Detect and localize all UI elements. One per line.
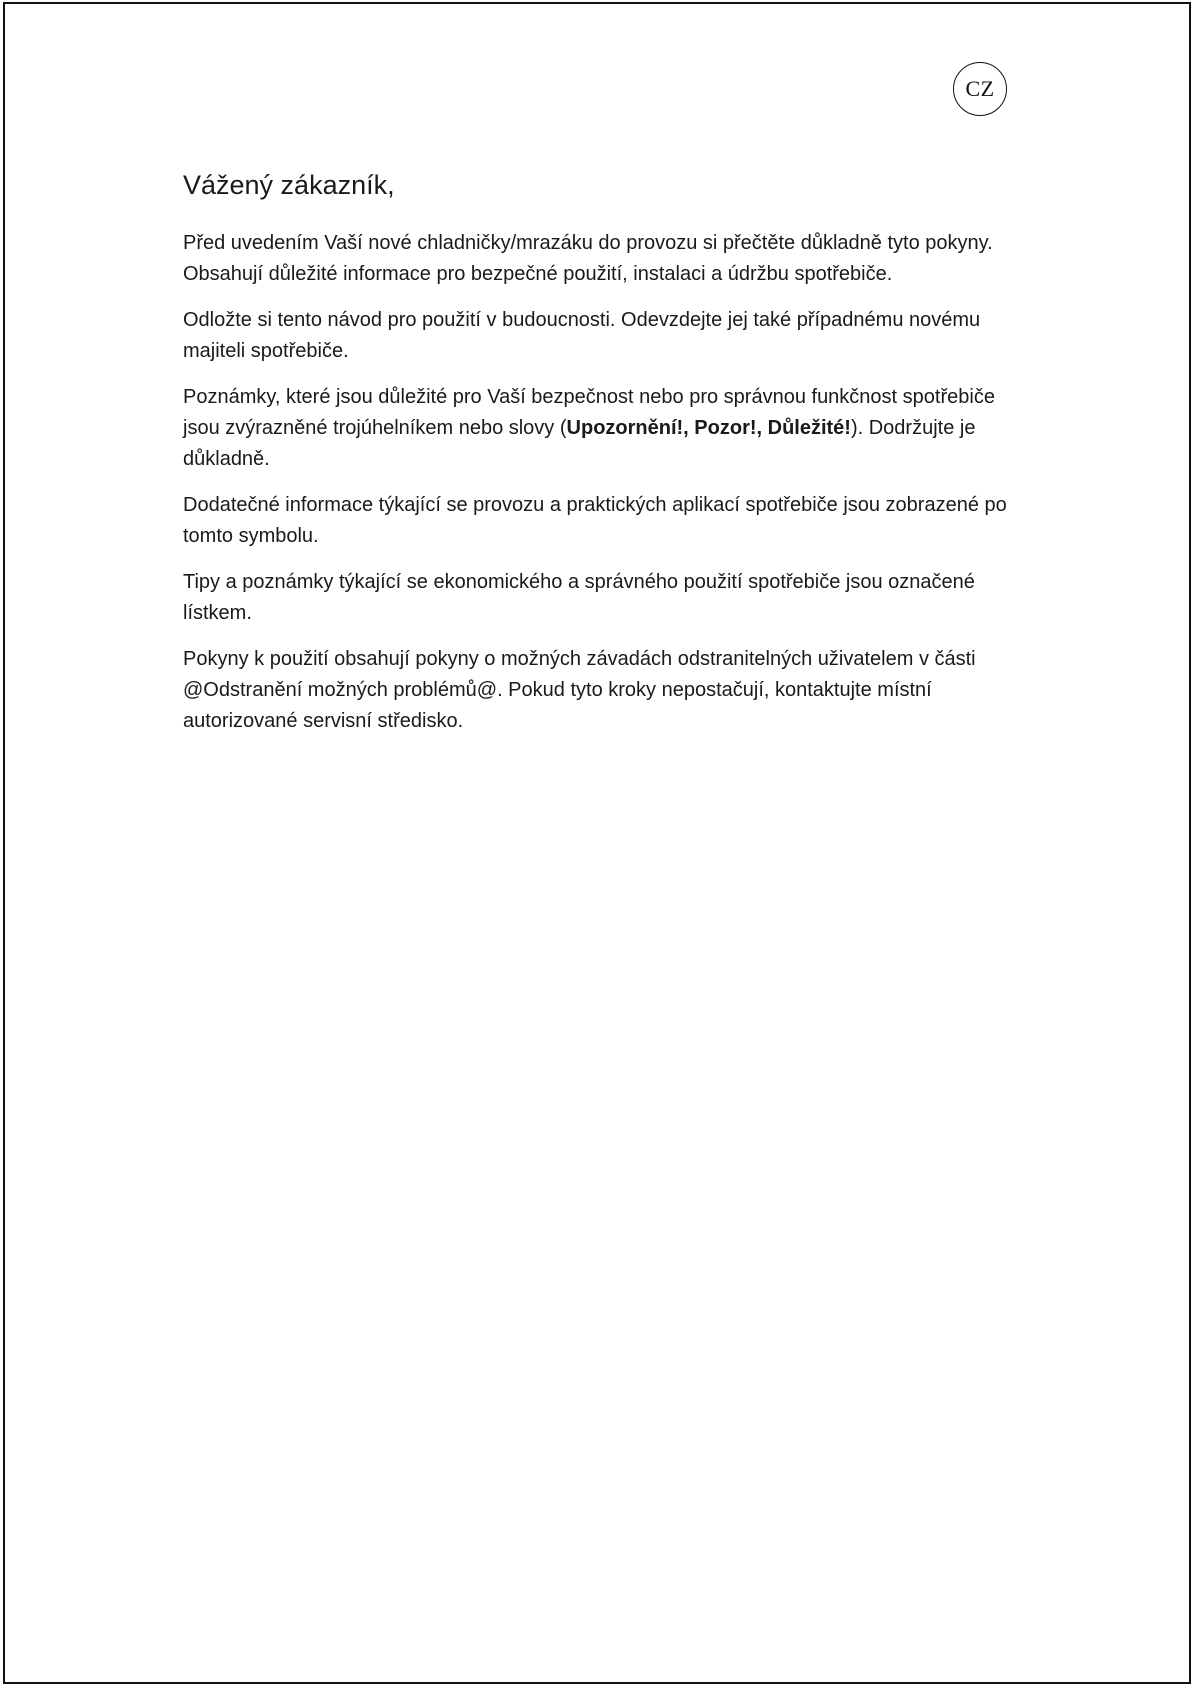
- paragraph-troubleshooting: Pokyny k použití obsahují pokyny o možných závadách odstranitelných uživatelem v části @Odstranění možných problémů@. Pokud tyto kroky nepostačují, kontaktujte místní autorizované servisní středisko.: [183, 648, 976, 732]
- paragraph-intro: Před uvedením Vaší nové chladničky/mrazáku do provozu si přečtěte důkladně tyto pokyny. Obsahují důležité informace pro bezpečné použití, instalaci a údržbu spotřebiče.: [183, 232, 993, 285]
- language-badge: [953, 62, 1007, 116]
- greeting-heading: Vážený zákazník,: [183, 170, 395, 200]
- paragraph-additional-info: Dodatečné informace týkající se provozu a praktických aplikací spotřebiče jsou zobrazené po tomto symbolu.: [183, 494, 1007, 547]
- safety-notes-text-after: ). Dodržujte je důkladně.: [183, 417, 976, 470]
- safety-notes-emphasis: Upozornění!, Pozor!, Důležité!: [566, 417, 851, 439]
- safety-notes-text-before: Poznámky, které jsou důležité pro Vaší bezpečnost nebo pro správnou funkčnost spotřebiče jsou zvýrazněné trojúhelníkem nebo slovy (: [183, 386, 995, 439]
- document-body: [183, 166, 1013, 752]
- language-badge-label: CZ: [965, 76, 995, 101]
- page-bottom-rule: [3, 1682, 1191, 1684]
- paragraph-safety-notes: [183, 382, 1013, 475]
- paragraph-keep-manual: Odložte si tento návod pro použití v budoucnosti. Odevzdejte jej také případnému novému majiteli spotřebiče.: [183, 309, 981, 362]
- paragraph-tips: Tipy a poznámky týkající se ekonomického a správného použití spotřebiče jsou označené lístkem.: [183, 571, 975, 624]
